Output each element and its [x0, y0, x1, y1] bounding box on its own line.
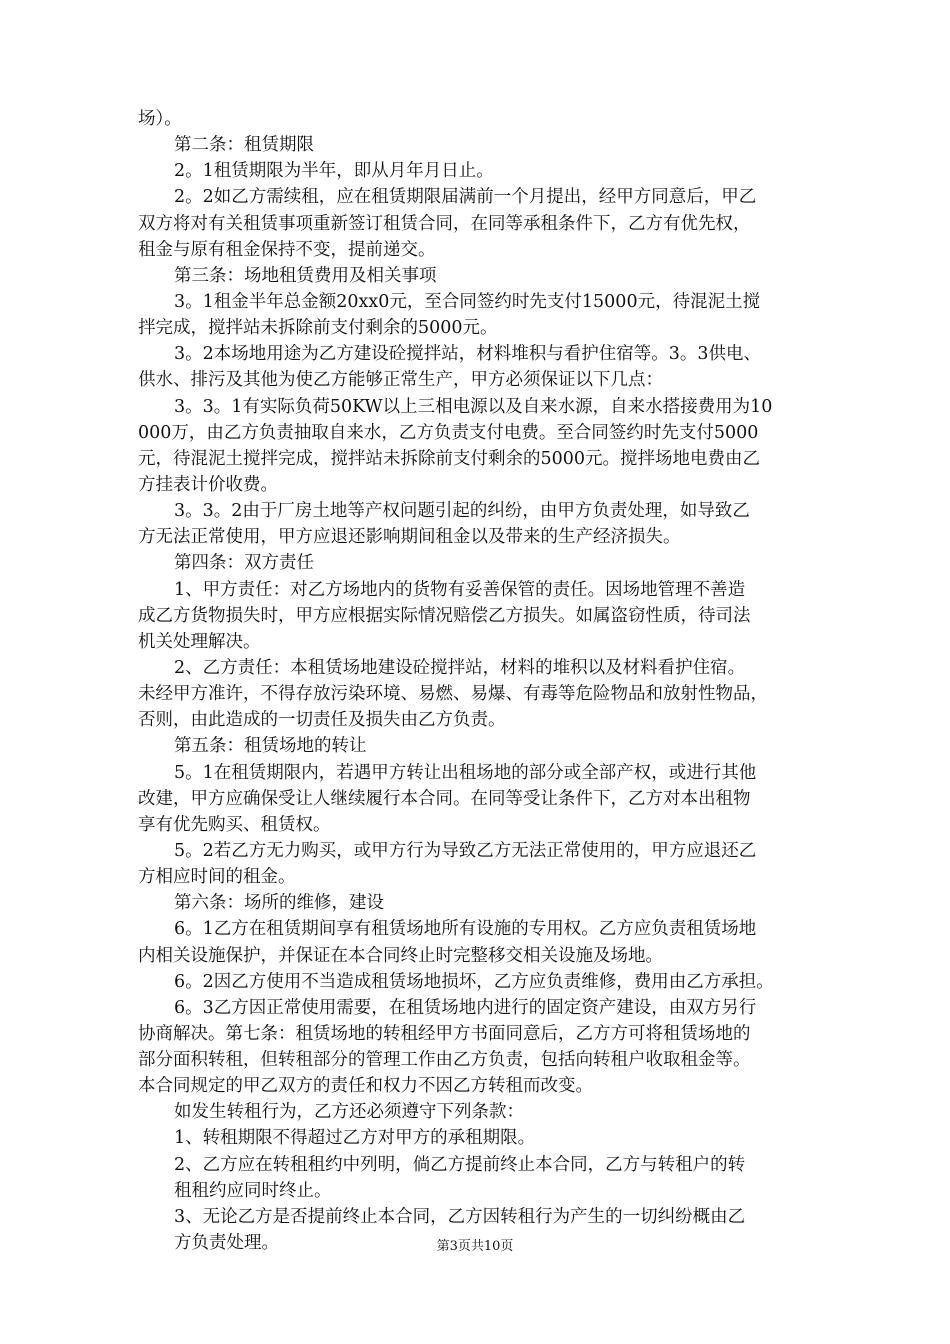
text-line: 3。2本场地用途为乙方建设砼搅拌站，材料堆积与看护住宿等。3。3供电、 — [174, 344, 762, 365]
text-line: 方挂表计价收费。 — [138, 474, 278, 495]
text-line: 内相关设施保护，并保证在本合同终止时完整移交相关设施及场地。 — [138, 945, 663, 966]
text-line: 第三条：场地租赁费用及相关事项 — [174, 265, 437, 286]
text-line: 租金与原有租金保持不变，提前递交。 — [138, 239, 436, 260]
document-body — [138, 106, 828, 1256]
text-line: 第五条：租赁场地的转让 — [174, 736, 367, 757]
text-line: 6。2因乙方使用不当造成租赁场地损坏，乙方应负责维修，费用由乙方承担。 — [174, 971, 774, 992]
text-line: 场）。 — [138, 109, 182, 129]
text-line: 如发生转租行为，乙方还必须遵守下列条款： — [174, 1102, 524, 1123]
text-line: 000万，由乙方负责抽取自来水，乙方负责支付电费。至合同签约时先支付5000 — [138, 422, 759, 443]
text-line: 5。2若乙方无力购买，或甲方行为导致乙方无法正常使用的，甲方应退还乙 — [174, 840, 757, 861]
text-line: 2。2如乙方需续租，应在租赁期限届满前一个月提出，经甲方同意后，甲乙 — [174, 187, 757, 208]
text-line: 方负责处理。 — [174, 1233, 279, 1254]
text-line: 供水、排污及其他为使乙方能够正常生产，甲方必须保证以下几点： — [138, 370, 663, 391]
text-line: 未经甲方准许，不得存放污染环境、易燃、易爆、有毒等危险物品和放射性物品， — [138, 684, 768, 705]
text-line: 协商解决。第七条：租赁场地的转租经甲方书面同意后，乙方方可将租赁场地的 — [138, 1023, 751, 1044]
text-line: 方无法正常使用，甲方应退还影响期间租金以及带来的生产经济损失。 — [138, 527, 681, 548]
page-footer: 第3页共10页 — [436, 1239, 514, 1254]
text-line: 部分面积转租，但转租部分的管理工作由乙方负责，包括向转租户收取租金等。 — [138, 1050, 751, 1071]
text-line: 3。3。1有实际负荷50KW以上三相电源以及自来水源，自来水搭接费用为10 — [174, 396, 773, 417]
text-line: 第四条：双方责任 — [174, 553, 314, 574]
text-line: 元，待混泥土搅拌完成，搅拌站未拆除前支付剩余的5000元。搅拌场地电费由乙 — [138, 448, 761, 469]
text-line: 6。1乙方在租赁期间享有租赁场地所有设施的专用权。乙方应负责租赁场地 — [174, 919, 757, 940]
text-line: 拌完成，搅拌站未拆除前支付剩余的5000元。 — [138, 318, 498, 339]
text-line: 本合同规定的甲乙双方的责任和权力不因乙方转租而改变。 — [138, 1076, 593, 1097]
text-line: 5。1在租赁期限内，若遇甲方转让出租场地的部分或全部产权，或进行其他 — [174, 762, 757, 783]
text-line: 1、甲方责任：对乙方场地内的货物有妥善保管的责任。因场地管理不善造 — [174, 579, 746, 600]
text-line: 机关处理解决。 — [138, 631, 261, 652]
text-line: 2、乙方应在转租租约中列明，倘乙方提前终止本合同，乙方与转租户的转 — [174, 1154, 746, 1175]
text-line: 改建，甲方应确保受让人继续履行本合同。在同等受让条件下，乙方对本出租物 — [138, 788, 751, 809]
text-line: 2。1租赁期限为半年，即从月年月日止。 — [174, 161, 494, 182]
text-line: 1、转租期限不得超过乙方对甲方的承租期限。 — [174, 1128, 536, 1149]
text-line: 3。3。2由于厂房土地等产权问题引起的纠纷，由甲方负责处理，如导致乙 — [174, 501, 750, 522]
text-line: 享有优先购买、租赁权。 — [138, 814, 331, 835]
text-line: 第六条：场所的维修，建设 — [174, 893, 384, 914]
text-line: 2、乙方责任：本租赁场地建设砼搅拌站，材料的堆积以及材料看护住宿。 — [174, 657, 746, 678]
text-line: 3、无论乙方是否提前终止本合同，乙方因转租行为产生的一切纠纷概由乙 — [174, 1206, 746, 1227]
text-line: 成乙方货物损失时，甲方应根据实际情况赔偿乙方损失。如属盗窃性质，待司法 — [138, 605, 751, 626]
text-line: 方相应时间的租金。 — [138, 867, 296, 888]
text-line: 3。1租金半年总金额20xx0元，至合同签约时先支付15000元，待混泥土搅 — [174, 291, 761, 312]
text-line: 双方将对有关租赁事项重新签订租赁合同，在同等承租条件下，乙方有优先权， — [138, 213, 751, 234]
text-line: 6。3乙方因正常使用需要，在租赁场地内进行的固定资产建设，由双方另行 — [174, 997, 757, 1018]
text-line: 租租约应同时终止。 — [174, 1180, 332, 1201]
text-line: 否则，由此造成的一切责任及损失由乙方负责。 — [138, 710, 506, 731]
text-line: 第二条：租赁期限 — [174, 135, 314, 156]
